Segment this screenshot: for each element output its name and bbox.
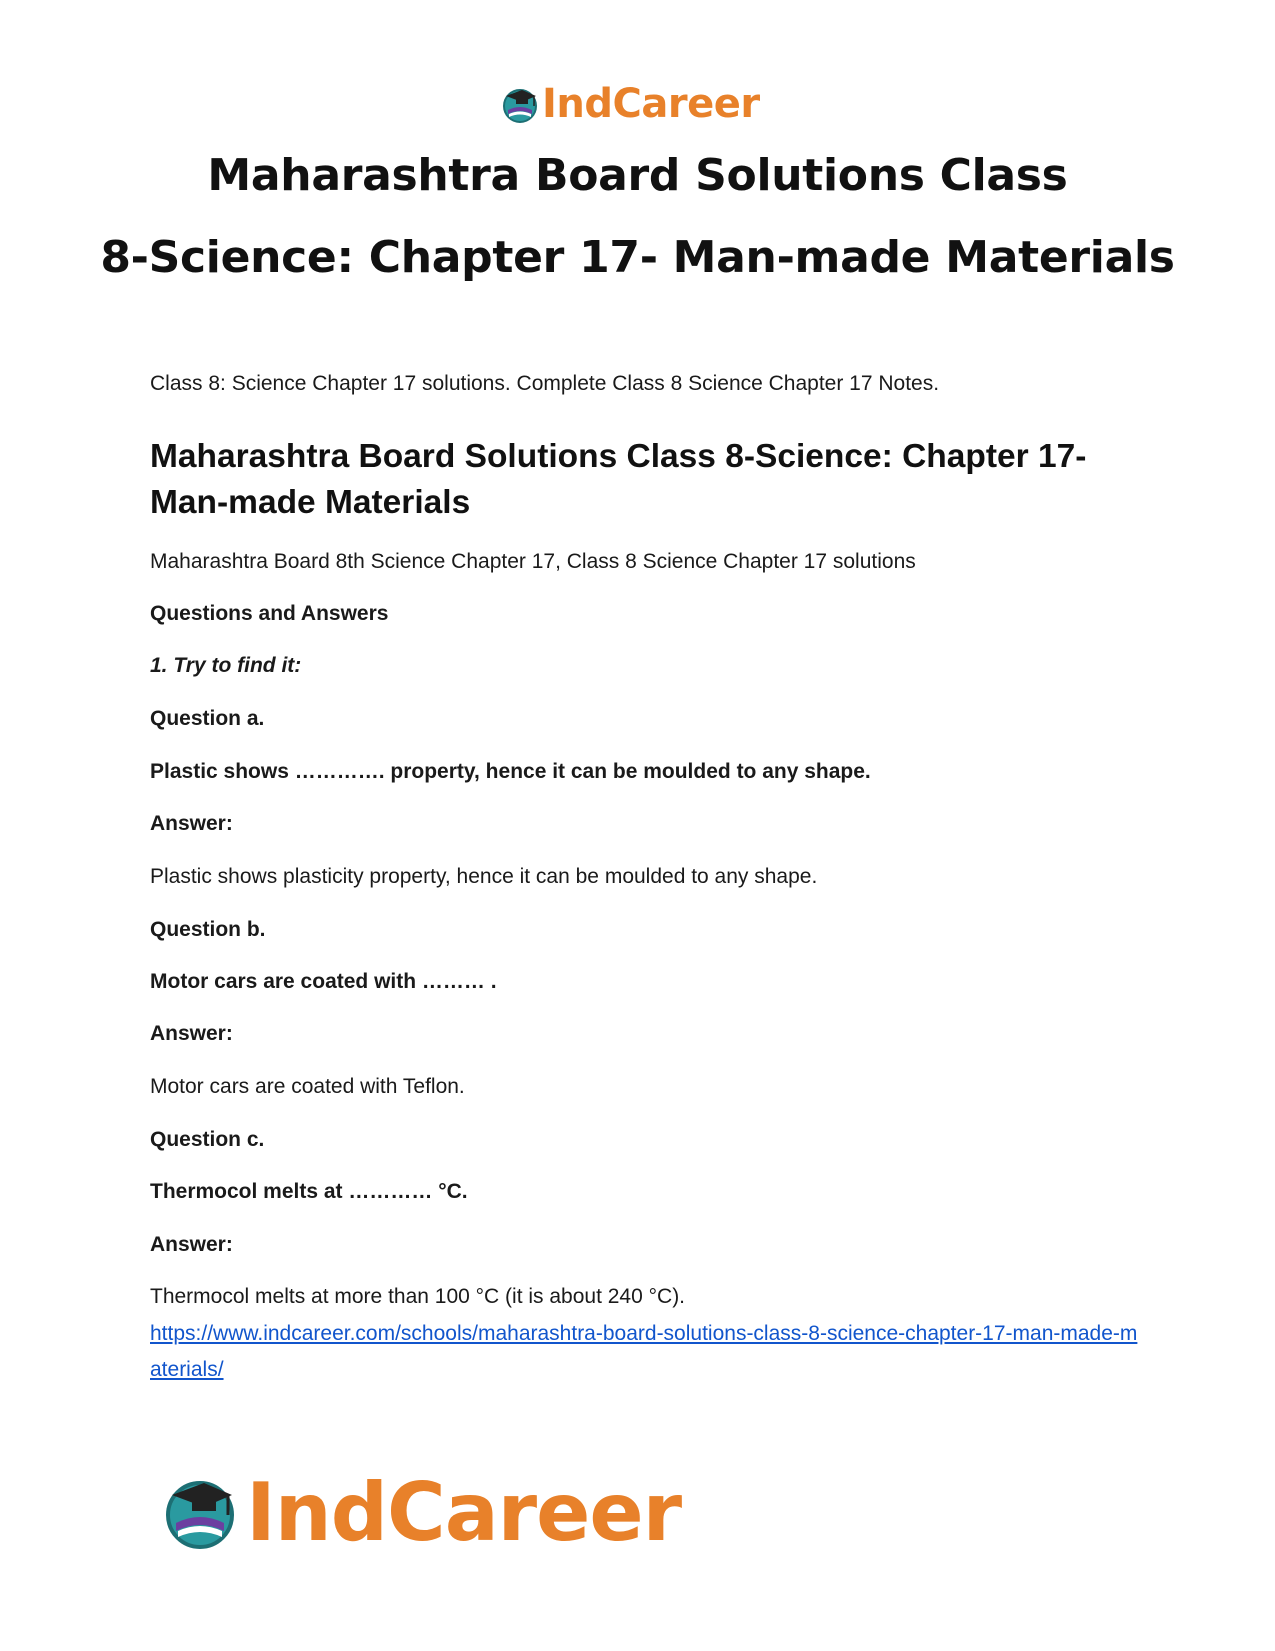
logo-wordmark: IndCareer (246, 1466, 682, 1559)
graduation-globe-icon (160, 1471, 240, 1556)
answer-label: Answer: (150, 1022, 233, 1045)
exercise-label: 1. Try to find it: (150, 654, 302, 677)
header-logo (500, 80, 760, 128)
question-label: Question a. (150, 707, 265, 730)
footer-logo (160, 1468, 681, 1558)
question-text: Motor cars are coated with ……… . (150, 970, 497, 993)
question-label: Question c. (150, 1128, 265, 1151)
source-url-link[interactable]: https://www.indcareer.com/schools/maharashtra-board-solutions-class-8-science-chapter-17-man-made-materials/ (150, 1322, 1138, 1381)
question-text: Thermocol melts at ………… °C. (150, 1180, 468, 1203)
question-text: Plastic shows …………. property, hence it can be moulded to any shape. (150, 760, 871, 783)
question-label: Question b. (150, 918, 266, 941)
subtitle-text: Maharashtra Board 8th Science Chapter 17, Class 8 Science Chapter 17 solutions (150, 550, 916, 573)
answer-label: Answer: (150, 1233, 233, 1256)
answer-text: Motor cars are coated with Teflon. (150, 1075, 465, 1098)
logo-wordmark: IndCareer (542, 81, 760, 127)
graduation-globe-icon (500, 84, 540, 124)
page-title-line-1: Maharashtra Board Solutions Class (207, 150, 1068, 201)
answer-text: Plastic shows plasticity property, hence it can be moulded to any shape. (150, 865, 818, 888)
page-title-line-2: 8-Science: Chapter 17- Man-made Materials (100, 232, 1175, 283)
answer-label: Answer: (150, 812, 233, 835)
section-heading: Maharashtra Board Solutions Class 8-Science: Chapter 17- Man-made Materials (150, 438, 1087, 521)
intro-text: Class 8: Science Chapter 17 solutions. Complete Class 8 Science Chapter 17 Notes. (150, 372, 940, 395)
questions-answers-label: Questions and Answers (150, 602, 389, 625)
answer-text: Thermocol melts at more than 100 °C (it is about 240 °C). (150, 1285, 686, 1308)
